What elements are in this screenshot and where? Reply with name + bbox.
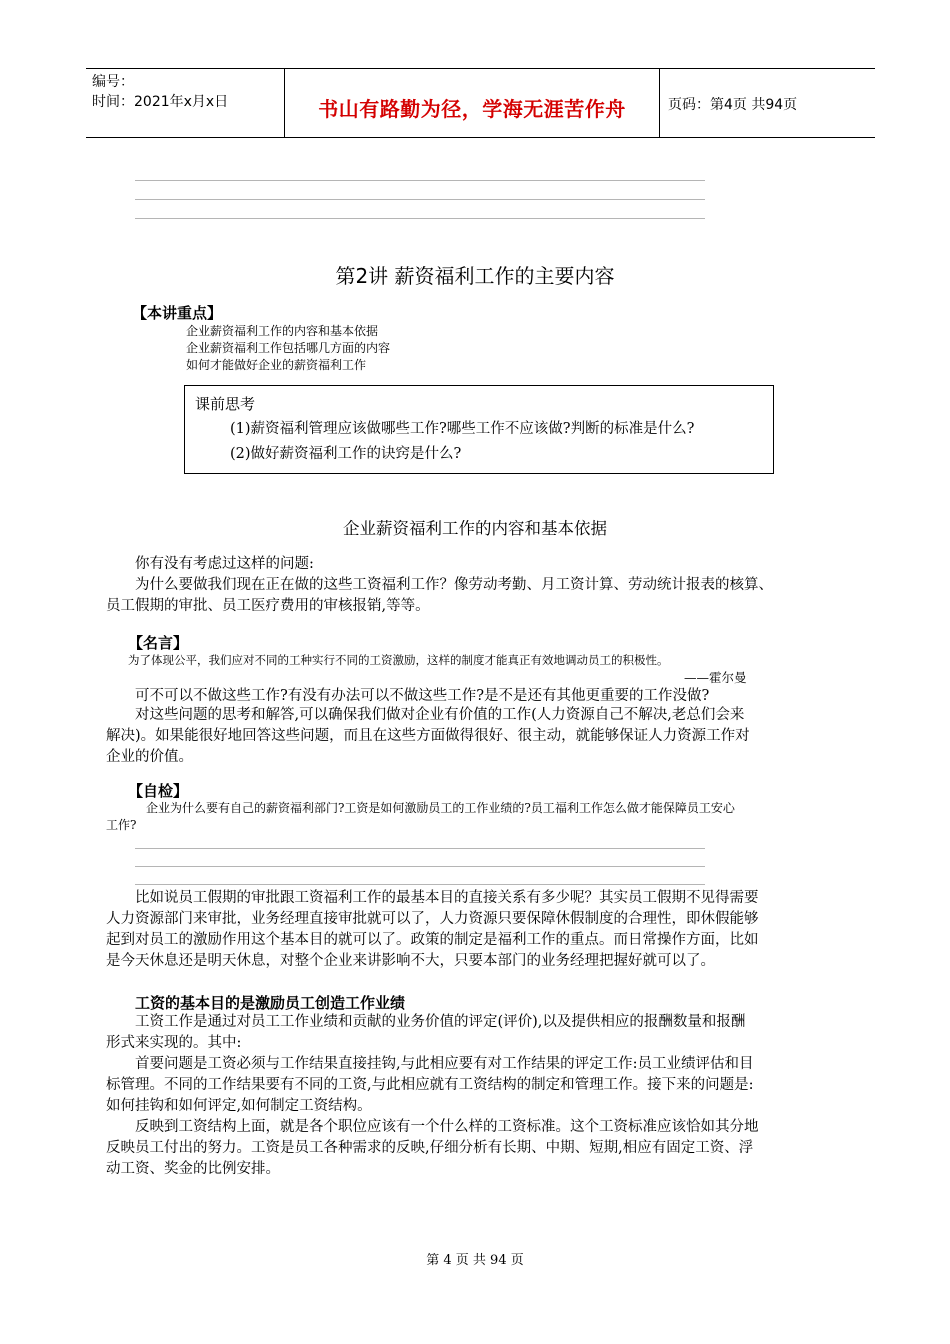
paragraph-line: 是今天休息还是明天休息，对整个企业来讲影响不大，只要本部门的业务经理把握好就可以了。 (106, 953, 715, 969)
paragraph-line: 起到对员工的激励作用这个基本目的就可以了。政策的制定是福利工作的重点。而日常操作方面，比如 (106, 932, 759, 948)
header-info-cell (86, 69, 284, 137)
paragraph-line: 如何挂钩和如何评定,如何制定工资结构。 (106, 1098, 372, 1114)
pre-think-label: 课前思考 (195, 395, 256, 413)
paragraph-line: 比如说员工假期的审批跟工资福利工作的最基本目的直接关系有多少呢？其实员工假期不见得需要 (135, 890, 759, 906)
pre-think-question: (1)薪资福利管理应该做哪些工作?哪些工作不应该做?判断的标准是什么? (230, 421, 695, 437)
paragraph-line: 可不可以不做这些工作?有没有办法可以不做这些工作?是不是还有其他更重要的工作没做? (135, 688, 710, 704)
document-date: 时间：2021年x月x日 (92, 94, 229, 110)
blank-line (135, 199, 705, 200)
blank-line (135, 218, 705, 219)
key-points-label: 【本讲重点】 (132, 304, 223, 322)
header-motto-cell (284, 69, 660, 137)
paragraph-line: 解决)。如果能很好地回答这些问题，而且在这些方面做得很好、很主动，就能够保证人力资源工作对 (106, 728, 750, 744)
paragraph-line: 工资工作是通过对员工工作业绩和贡献的业务价值的评定(评价),以及提供相应的报酬数量和报酬 (135, 1014, 746, 1030)
header-page-cell (658, 69, 875, 137)
paragraph-line: 员工假期的审批、员工医疗费用的审核报销,等等。 (106, 598, 430, 614)
self-check-text: 企业为什么要有自己的薪资福利部门?工资是如何激励员工的工作业绩的?员工福利工作怎么做才能保障员工安心 (146, 801, 735, 815)
header-page-number: 页码：第4页 共94页 (668, 97, 798, 113)
document-number: 编号： (92, 74, 134, 90)
paragraph-line: 动工资、奖金的比例安排。 (106, 1161, 280, 1177)
paragraph-line: 形式来实现的。其中: (106, 1035, 242, 1051)
key-point-item: 企业薪资福利工作的内容和基本依据 (186, 324, 379, 338)
paragraph-line: 为什么要做我们现在正在做的这些工资福利工作？像劳动考勤、月工资计算、劳动统计报表的核算、 (135, 577, 773, 593)
subheading: 工资的基本目的是激励员工创造工作业绩 (135, 994, 406, 1012)
paragraph-line: 你有没有考虑过这样的问题: (135, 556, 314, 572)
blank-line (135, 866, 705, 867)
section-title: 企业薪资福利工作的内容和基本依据 (343, 519, 607, 538)
pre-think-box (184, 385, 774, 474)
paragraph-line: 首要问题是工资必须与工作结果直接挂钩,与此相应要有对工作结果的评定工作:员工业绩评估和目 (135, 1056, 754, 1072)
header-motto: 书山有路勤为径，学海无涯苦作舟 (318, 97, 626, 121)
paragraph-line: 企业的价值。 (106, 749, 193, 765)
paragraph-line: 对这些问题的思考和解答,可以确保我们做对企业有价值的工作(人力资源自己不解决,老总们会来 (135, 707, 745, 723)
key-point-item: 如何才能做好企业的薪资福利工作 (186, 358, 367, 372)
blank-line (135, 180, 705, 181)
quote-text: 为了体现公平，我们应对不同的工种实行不同的工资激励，这样的制度才能真正有效地调动员工的积极性。 (128, 653, 669, 667)
blank-line (135, 884, 705, 885)
page-header (86, 68, 875, 138)
self-check-text: 工作? (106, 818, 137, 832)
paragraph-line: 标管理。不同的工作结果要有不同的工资,与此相应就有工资结构的制定和管理工作。接下来的问题是: (106, 1077, 754, 1093)
self-check-label: 【自检】 (128, 782, 189, 800)
paragraph-line: 反映员工付出的努力。工资是员工各种需求的反映,仔细分析有长期、中期、短期,相应有固定工资、浮 (106, 1140, 754, 1156)
page-footer: 第 4 页 共 94 页 (426, 1253, 524, 1268)
blank-line (135, 848, 705, 849)
quote-label: 【名言】 (128, 634, 189, 652)
paragraph-line: 反映到工资结构上面，就是各个职位应该有一个什么样的工资标准。这个工资标准应该恰如其分地 (135, 1119, 759, 1135)
paragraph-line: 人力资源部门来审批，业务经理直接审批就可以了，人力资源只要保障休假制度的合理性，即休假能够 (106, 911, 759, 927)
lecture-title: 第2讲 薪资福利工作的主要内容 (335, 264, 615, 288)
quote-author: ——霍尔曼 (684, 670, 747, 685)
pre-think-question: (2)做好薪资福利工作的诀窍是什么? (230, 446, 462, 462)
key-point-item: 企业薪资福利工作包括哪几方面的内容 (186, 341, 391, 355)
